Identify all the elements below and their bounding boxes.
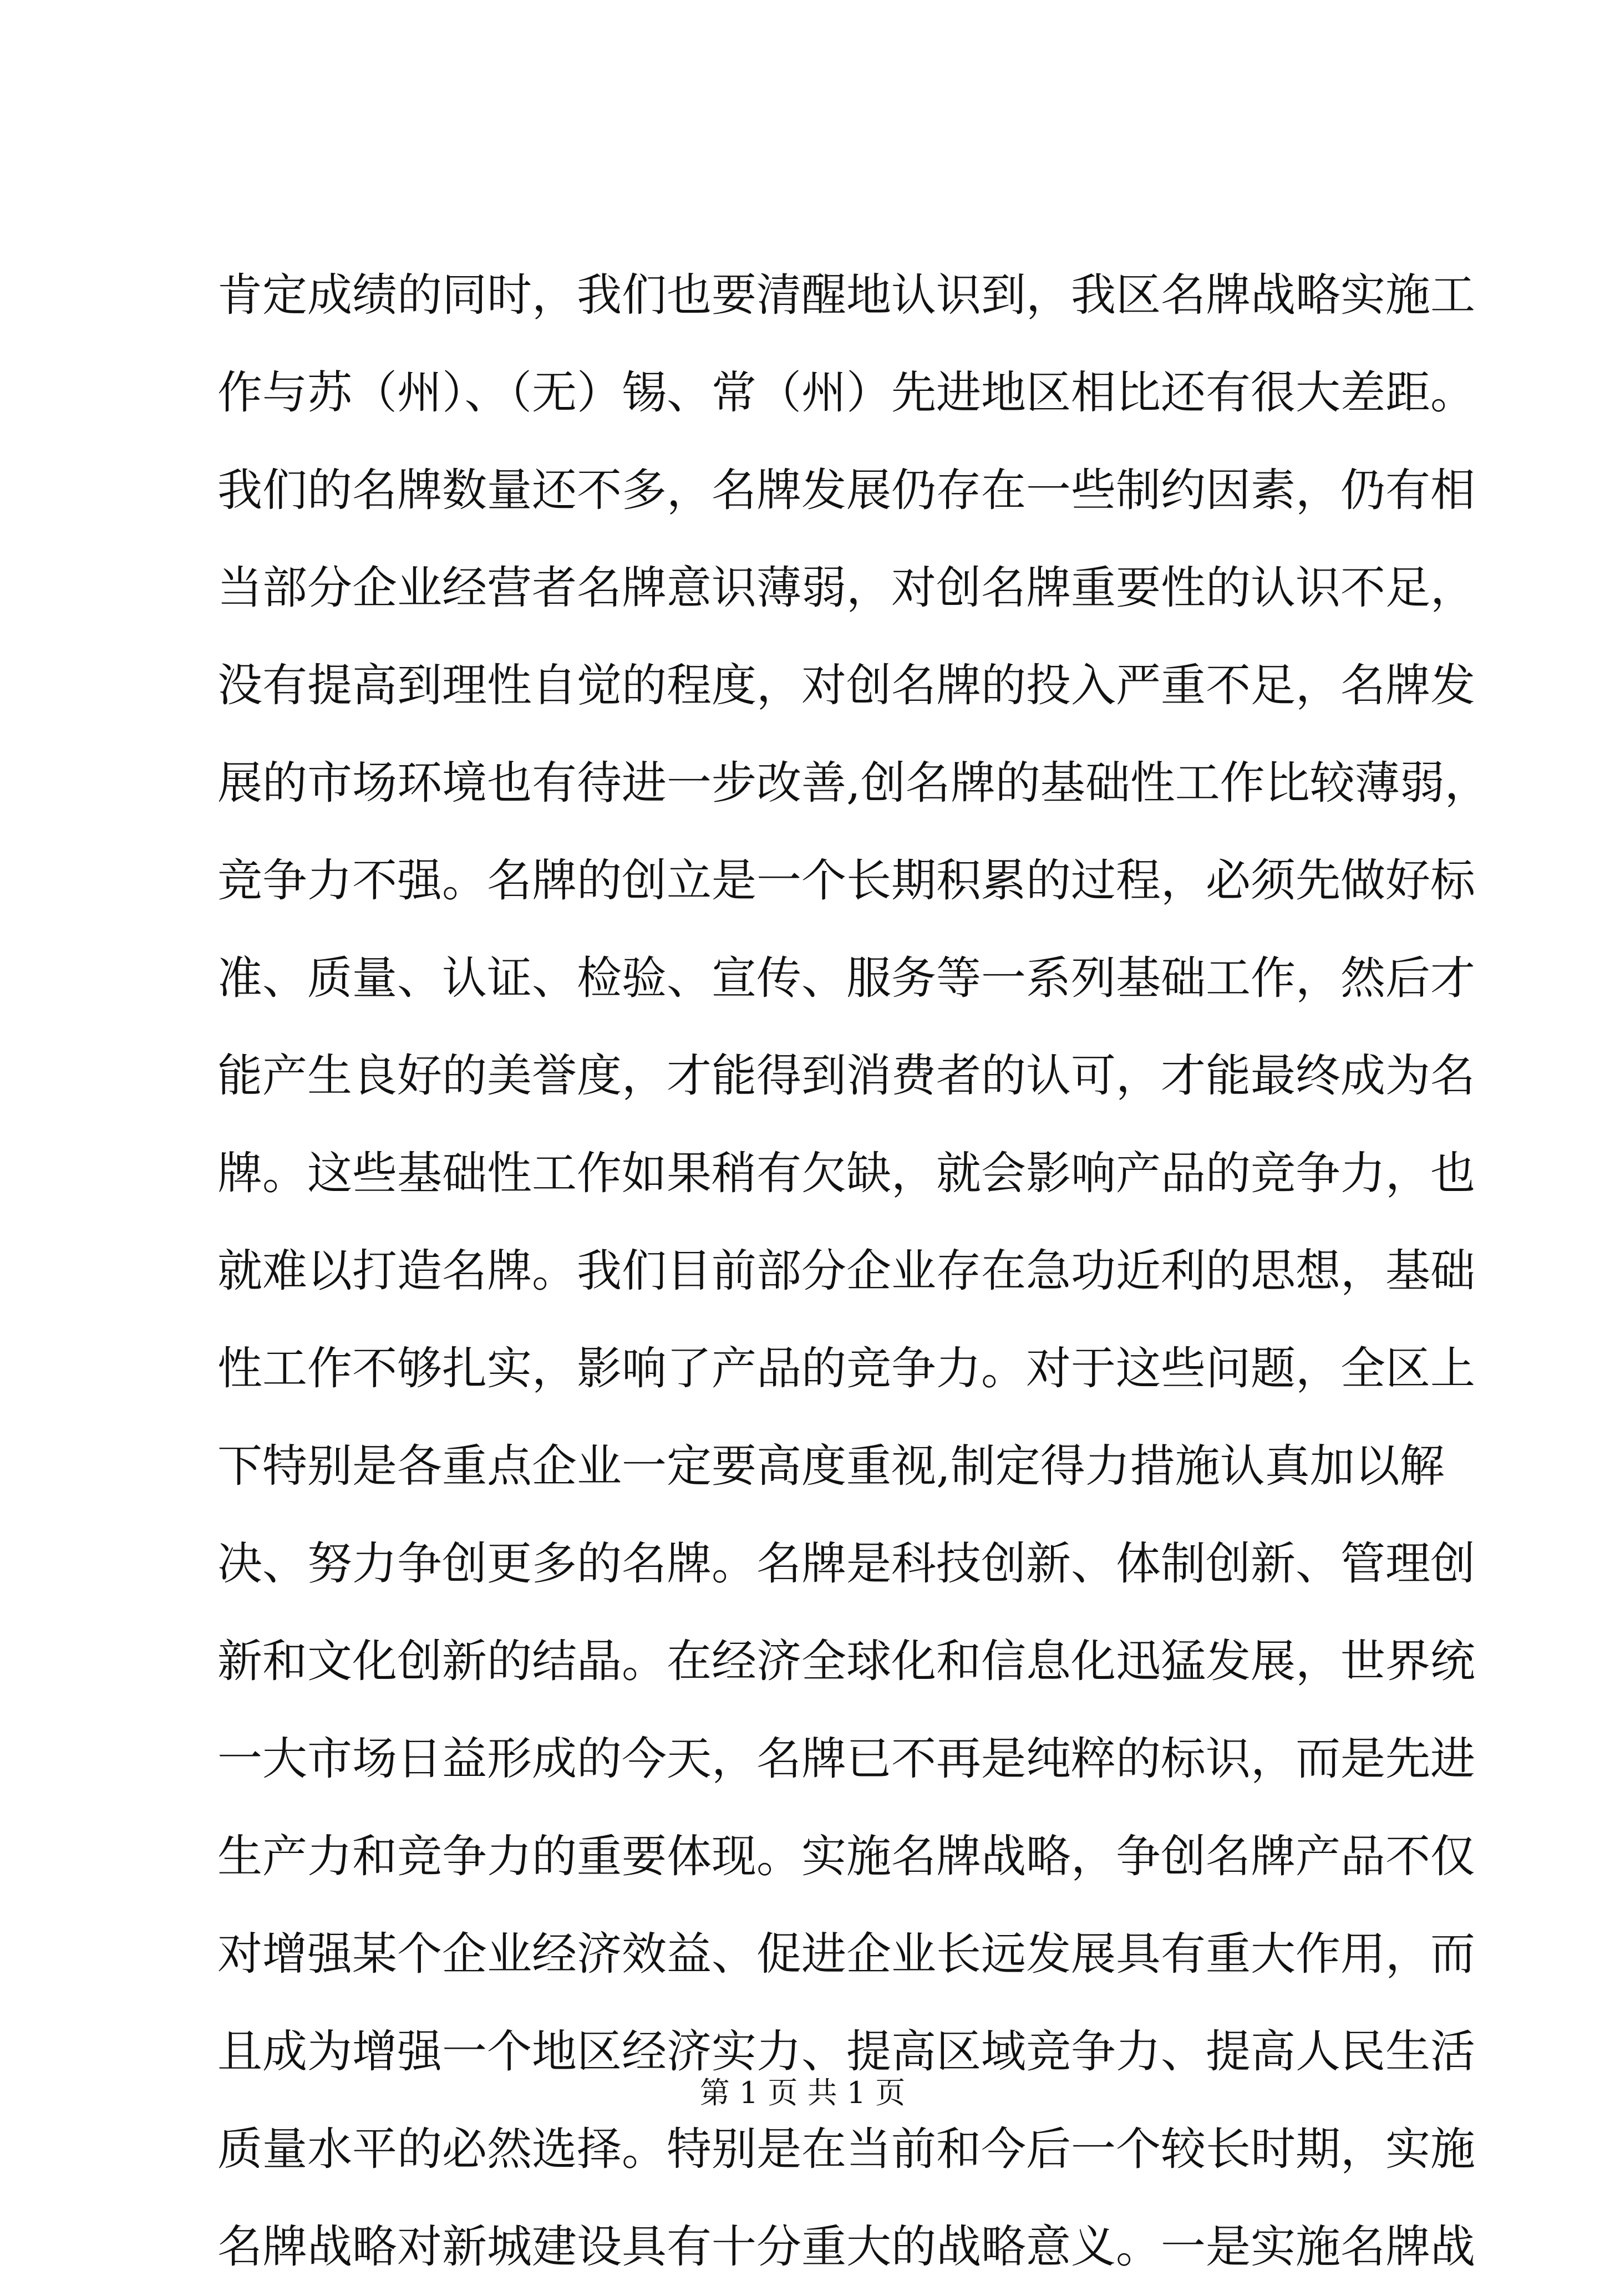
text-line: 当部分企业经营者名牌意识薄弱，对创名牌重要性的认识不足， [217, 562, 1476, 614]
text-line: 牌。这些基础性工作如果稍有欠缺，就会影响产品的竞争力，也 [217, 1148, 1476, 1200]
text-line: 一大市场日益形成的今天，名牌已不再是纯粹的标识，而是先进 [217, 1733, 1476, 1785]
text-line: 作与苏（州）、（无）锡、常（州）先进地区相比还有很大差距。 [217, 367, 1476, 419]
text-line: 且成为增强一个地区经济实力、提高区域竞争力、提高人民生活 [217, 2026, 1476, 2078]
text-line: 性工作不够扎实，影响了产品的竞争力。对于这些问题，全区上 [217, 1343, 1476, 1395]
text-line: 展的市场环境也有待进一步改善,创名牌的基础性工作比较薄弱， [217, 757, 1490, 810]
text-line: 准、质量、认证、检验、宣传、服务等一系列基础工作，然后才 [217, 953, 1476, 1005]
text-line: 对增强某个企业经济效益、促进企业长远发展具有重大作用，而 [217, 1928, 1476, 1981]
text-line: 我们的名牌数量还不多，名牌发展仍存在一些制约因素，仍有相 [217, 465, 1476, 517]
text-line: 下特别是各重点企业一定要高度重视,制定得力措施认真加以解 [217, 1440, 1445, 1493]
body-paragraph [217, 247, 1490, 2296]
text-line: 质量水平的必然选择。特别是在当前和今后一个较长时期，实施 [217, 2124, 1476, 2176]
text-line: 名牌战略对新城建设具有十分重大的战略意义。一是实施名牌战 [217, 2221, 1476, 2273]
text-line: 肯定成绩的同时，我们也要清醒地认识到，我区名牌战略实施工 [217, 269, 1476, 322]
text-line: 没有提高到理性自觉的程度，对创名牌的投入严重不足，名牌发 [217, 660, 1476, 712]
text-line: 新和文化创新的结晶。在经济全球化和信息化迅猛发展，世界统 [217, 1636, 1476, 1688]
text-line: 生产力和竞争力的重要体现。实施名牌战略，争创名牌产品不仅 [217, 1831, 1476, 1883]
text-line: 能产生良好的美誉度，才能得到消费者的认可，才能最终成为名 [217, 1050, 1476, 1102]
text-line: 决、努力争创更多的名牌。名牌是科技创新、体制创新、管理创 [217, 1538, 1476, 1590]
text-line: 就难以打造名牌。我们目前部分企业存在急功近利的思想，基础 [217, 1245, 1476, 1297]
page-number-footer: 第 1 页 共 1 页 [699, 2075, 906, 2110]
text-line: 竞争力不强。名牌的创立是一个长期积累的过程，必须先做好标 [217, 855, 1476, 907]
